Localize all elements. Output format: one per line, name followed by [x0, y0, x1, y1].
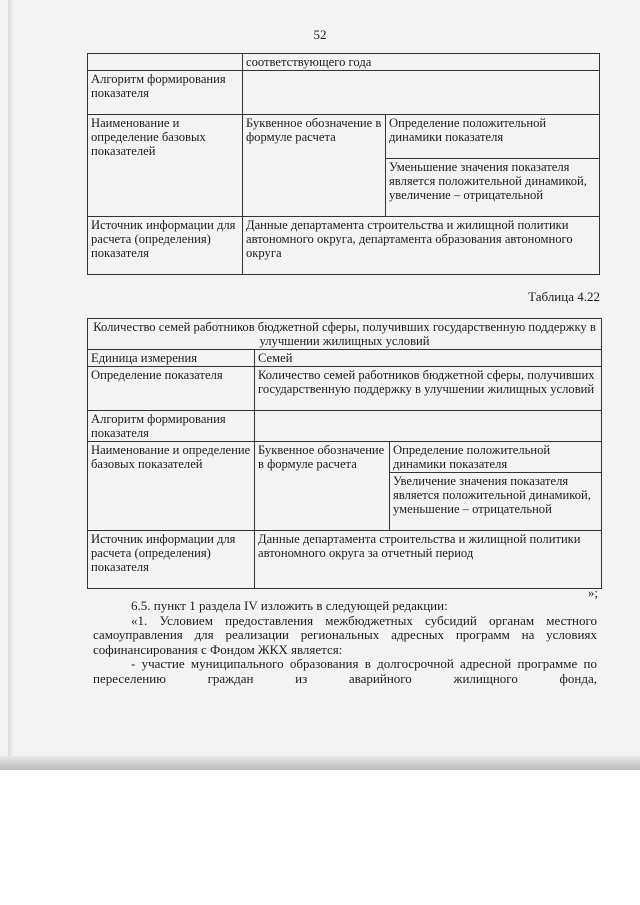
table-cell [255, 411, 602, 442]
table-row [88, 217, 600, 275]
table-cell: Уменьшение значения показателя является положительной динамикой, увеличение – отрицательной [386, 159, 600, 217]
table-title-cell: Количество семей работников бюджетной сферы, получивших государственную поддержку в улучшении жилищных условий [88, 319, 602, 350]
table-cell: Данные департамента строительства и жилищной политики автономного округа, департамента образования автономного округа [243, 217, 600, 275]
table-caption: Таблица 4.22 [528, 289, 600, 304]
table-cell: Определение показателя [88, 367, 255, 411]
table-cell: Алгоритм формирования показателя [88, 71, 243, 115]
closing-quote: »; [587, 585, 598, 600]
table-cell: Источник информации для расчета (определения) показателя [88, 531, 255, 589]
paragraph: - участие муниципального образования в долгосрочной адресной программе по переселению граждан из аварийного жилищного фонда, [93, 656, 597, 686]
paragraph: 6.5. пункт 1 раздела IV изложить в следующей редакции: [131, 598, 448, 613]
table-row [88, 319, 602, 350]
table-cell: Единица измерения [88, 350, 255, 367]
paragraph: «1. Условием предоставления межбюджетных субсидий органам местного самоуправления для реализации региональных адресных программ на условиях софинансирования с Фондом ЖКХ является: [93, 612, 597, 657]
table-row [88, 350, 602, 367]
table-cell: Определение положительной динамики показателя [386, 115, 600, 159]
table-row [88, 367, 602, 411]
table-cell: Источник информации для расчета (определения) показателя [88, 217, 243, 275]
table-cell: Количество семей работников бюджетной сферы, получивших государственную поддержку в улучшении жилищных условий [255, 367, 602, 411]
table-cell: Семей [255, 350, 602, 367]
table-cell: Наименование и определение базовых показателей [88, 442, 255, 531]
indicator-table-continued [87, 53, 600, 275]
table-cell: Буквенное обозначение в формуле расчета [255, 442, 390, 531]
table-cell: Определение положительной динамики показателя [390, 442, 602, 473]
table-row [88, 531, 602, 589]
table-row [88, 71, 600, 115]
body-text [93, 599, 597, 687]
page-number: 52 [313, 27, 327, 42]
table-row [88, 442, 602, 473]
table-cell [88, 54, 243, 71]
table-row [88, 115, 600, 159]
table-row [88, 54, 600, 71]
table-cell: Наименование и определение базовых показателей [88, 115, 243, 217]
table-cell: соответствующего года [243, 54, 600, 71]
table-cell: Данные департамента строительства и жилищной политики автономного округа за отчетный период [255, 531, 602, 589]
indicator-table [87, 318, 602, 589]
table-cell: Буквенное обозначение в формуле расчета [243, 115, 386, 217]
table-row [88, 411, 602, 442]
table-cell [243, 71, 600, 115]
table-cell: Увеличение значения показателя является положительной динамикой, уменьшение – отрицательной [390, 473, 602, 531]
table-cell: Алгоритм формирования показателя [88, 411, 255, 442]
